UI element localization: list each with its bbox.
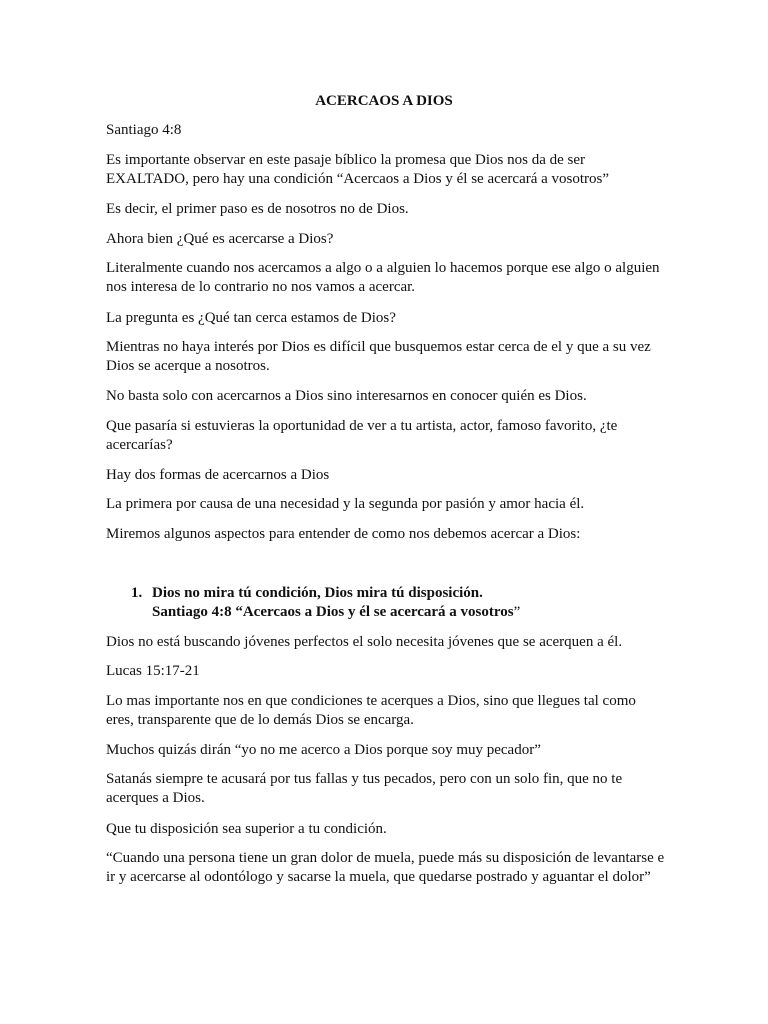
paragraph-satanas: Satanás siempre te acusará por tus fallas y tus pecados, pero con un solo fin, que no te acerques a Dios. (106, 771, 623, 806)
list-item-heading: Dios no mira tú condición, Dios mira tú disposición. (152, 585, 483, 601)
paragraph-muchos-quizas: Muchos quizás dirán “yo no me acerco a Dios porque soy muy pecador” (106, 742, 541, 758)
list-number: 1. (131, 585, 143, 601)
paragraph-no-basta: No basta solo con acercarnos a Dios sino interesarnos en conocer quién es Dios. (106, 388, 587, 404)
list-item-reference-text: Santiago 4:8 “Acercaos a Dios y él se acercará a vosotros (152, 604, 514, 620)
paragraph-disposicion: Que tu disposición sea superior a tu condición. (106, 821, 387, 837)
paragraph-promesa: Es importante observar en este pasaje bíblico la promesa que Dios nos da de ser EXALTADO, pero hay una condición “Acercaos a Dios y él se acercará a vosotros” (106, 152, 610, 187)
paragraph-artista: Que pasaría si estuvieras la oportunidad de ver a tu artista, actor, famoso favorito, ¿te acercarías? (106, 418, 618, 453)
list-item-reference-close-quote: ” (513, 604, 521, 620)
paragraph-dolor-de-muela: “Cuando una persona tiene un gran dolor de muela, puede más su disposición de levantarse e ir y acercarse al odontólogo y sacarse la muela, que quedarse postrado y aguantar el dolor” (106, 850, 665, 885)
paragraph-dos-formas: Hay dos formas de acercarnos a Dios (106, 467, 330, 483)
paragraph-primer-paso: Es decir, el primer paso es de nosotros no de Dios. (106, 201, 409, 217)
list-item-reference (131, 603, 651, 622)
paragraph-interes: Mientras no haya interés por Dios es difícil que busquemos estar cerca de el y que a su vez Dios se acerque a nosotros. (106, 339, 651, 374)
paragraph-que-es-acercarse: Ahora bien ¿Qué es acercarse a Dios? (106, 231, 334, 247)
paragraph-miremos: Miremos algunos aspectos para entender de como nos debemos acercar a Dios: (106, 526, 581, 542)
paragraph-primera-segunda: La primera por causa de una necesidad y la segunda por pasión y amor hacia él. (106, 496, 585, 512)
document-title: ACERCAOS A DIOS (315, 93, 453, 109)
paragraph-santiago-ref: Santiago 4:8 (106, 122, 182, 138)
paragraph-pregunta: La pregunta es ¿Qué tan cerca estamos de Dios? (106, 310, 396, 326)
paragraph-literalmente: Literalmente cuando nos acercamos a algo o a alguien lo hacemos porque ese algo o alguien nos interesa de lo contrario no nos vamos a acercar. (106, 260, 660, 295)
numbered-list-item-1 (131, 584, 651, 622)
paragraph-jovenes-perfectos: Dios no está buscando jóvenes perfectos el solo necesita jóvenes que se acerquen a él. (106, 634, 623, 650)
paragraph-lo-mas-importante: Lo mas importante nos en que condiciones te acerques a Dios, sino que llegues tal como eres, transparente que de lo demás Dios se encarga. (106, 693, 636, 728)
paragraph-lucas-ref: Lucas 15:17-21 (106, 663, 200, 679)
